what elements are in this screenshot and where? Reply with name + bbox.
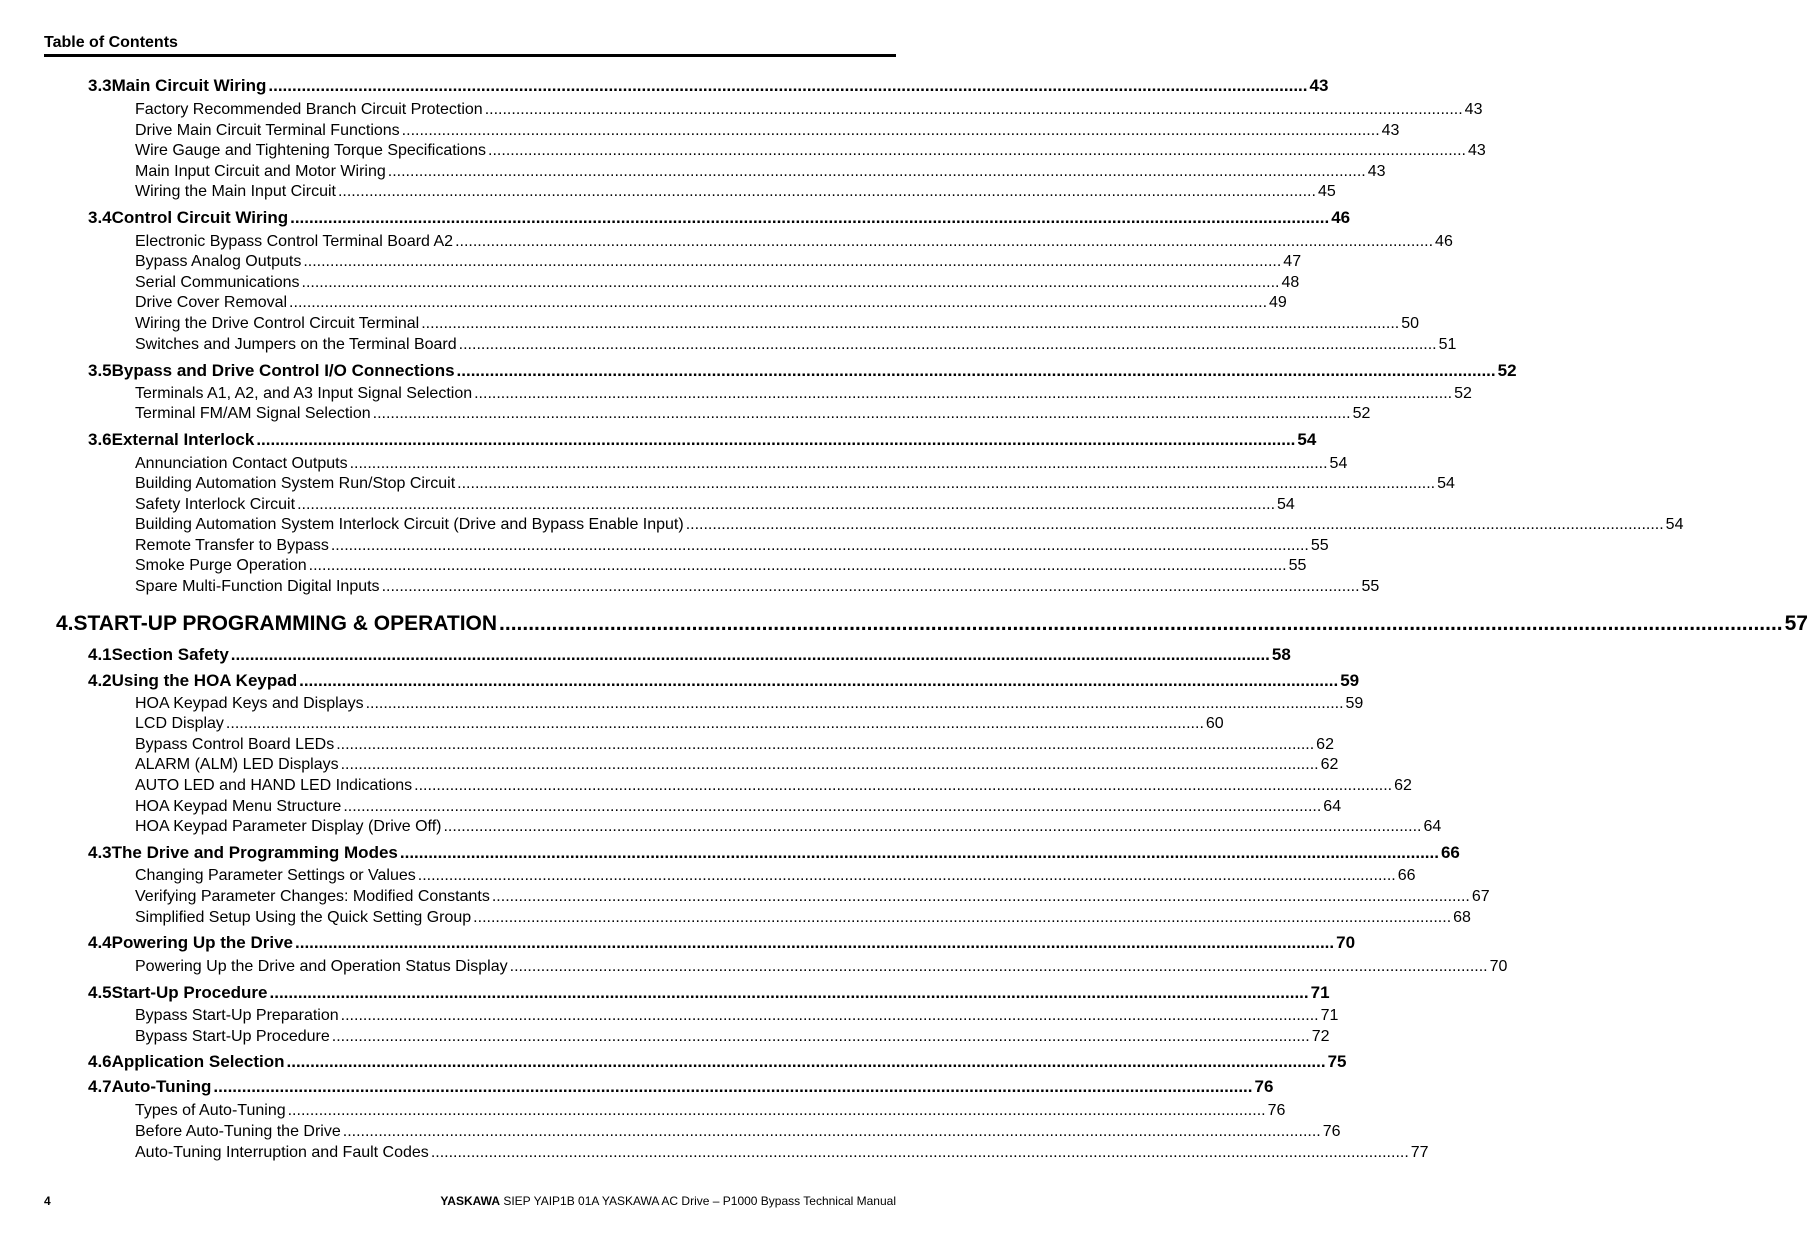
footer-doc: SIEP YAIP1B 01A YASKAWA AC Drive – P1000 Bypass Technical Manual [503, 1194, 896, 1208]
dot-leader: ............................................................................................................................................................................................................................ [443, 818, 1422, 835]
toc-entry[interactable] [135, 163, 1386, 181]
toc-page-number: 52 [1454, 385, 1472, 402]
dot-leader: ............................................................................................................................................................................................................................ [473, 909, 1452, 926]
toc-entry[interactable] [135, 294, 1287, 312]
toc-label: HOA Keypad Keys and Displays [135, 695, 364, 712]
toc-entry[interactable] [135, 818, 1442, 836]
toc-section[interactable] [88, 76, 1329, 96]
header-rule [44, 54, 896, 57]
dot-leader: ............................................................................................................................................................................................................................ [414, 777, 1393, 794]
dot-leader: ............................................................................................................................................................................................................................ [290, 208, 1330, 227]
toc-label: Powering Up the Drive [111, 933, 294, 952]
dot-leader: ............................................................................................................................................................................................................................ [269, 983, 1309, 1002]
dot-leader: ............................................................................................................................................................................................................................ [381, 578, 1360, 595]
dot-leader: ............................................................................................................................................................................................................................ [342, 1123, 1321, 1140]
dot-leader: ............................................................................................................................................................................................................................ [488, 142, 1466, 159]
toc-label: Start-Up Procedure [111, 983, 268, 1002]
toc-section[interactable] [88, 208, 1351, 228]
toc-entry[interactable] [135, 336, 1457, 354]
toc-entry[interactable] [135, 1144, 1429, 1162]
toc-entry[interactable] [135, 233, 1453, 251]
toc-number: 4.5 [88, 983, 112, 1002]
toc-page-number: 51 [1438, 336, 1457, 353]
toc-entry[interactable] [135, 455, 1348, 473]
toc-section[interactable] [88, 1052, 1347, 1072]
toc-number: 4. [56, 612, 74, 635]
toc-entry[interactable] [135, 867, 1416, 885]
toc-label: Terminals A1, A2, and A3 Input Signal Selection [135, 385, 473, 402]
toc-entry[interactable] [135, 1123, 1341, 1141]
toc-page-number: 76 [1322, 1123, 1341, 1140]
dot-leader: ............................................................................................................................................................................................................................ [336, 736, 1315, 753]
toc-page-number: 57 [1784, 612, 1808, 635]
toc-page-number: 43 [1381, 122, 1400, 139]
toc-label: Application Selection [111, 1052, 285, 1071]
toc-label: Safety Interlock Circuit [135, 496, 296, 513]
toc-page-number: 64 [1423, 818, 1442, 835]
toc-page-number: 54 [1277, 496, 1295, 513]
toc-page-number: 48 [1281, 274, 1300, 291]
toc-entry[interactable] [135, 777, 1412, 795]
toc-page-number: 66 [1397, 867, 1416, 884]
dot-leader: ............................................................................................................................................................................................................................ [484, 101, 1463, 118]
toc-label: Drive Main Circuit Terminal Functions [135, 122, 400, 139]
toc-page-number: 66 [1440, 843, 1460, 862]
toc-section[interactable] [88, 983, 1330, 1003]
toc-page-number: 45 [1317, 183, 1336, 200]
toc-label: HOA Keypad Menu Structure [135, 798, 342, 815]
toc-entry[interactable] [135, 101, 1483, 119]
toc-page-number: 55 [1310, 537, 1329, 554]
toc-page-number: 52 [1497, 361, 1517, 380]
toc-page-number: 52 [1352, 405, 1371, 422]
dot-leader: ............................................................................................................................................................................................................................ [343, 798, 1322, 815]
toc-page-number: 43 [1309, 76, 1329, 95]
dot-leader: ............................................................................................................................................................................................................................ [256, 430, 1296, 449]
dot-leader: ............................................................................................................................................................................................................................ [456, 361, 1496, 380]
toc-page-number: 71 [1320, 1007, 1339, 1024]
dot-leader: ............................................................................................................................................................................................................................ [213, 1077, 1253, 1096]
toc-label: Bypass Start-Up Procedure [135, 1028, 330, 1045]
dot-leader: ............................................................................................................................................................................................................................ [331, 1028, 1310, 1045]
toc-entry[interactable] [135, 958, 1508, 976]
toc-page-number: 47 [1283, 253, 1302, 270]
toc-entry[interactable] [135, 888, 1490, 906]
toc-number: 3.4 [88, 208, 112, 227]
toc-page-number: 46 [1435, 233, 1453, 250]
toc-entry[interactable] [135, 496, 1295, 514]
toc-page-number: 62 [1320, 756, 1339, 773]
toc-entry[interactable] [135, 1028, 1330, 1046]
toc-section[interactable] [88, 933, 1356, 953]
toc-number: 3.5 [88, 361, 112, 380]
toc-page-number: 76 [1267, 1102, 1286, 1119]
toc-page-number: 59 [1340, 671, 1360, 690]
dot-leader: ............................................................................................................................................................................................................................ [457, 475, 1436, 492]
dot-leader: ............................................................................................................................................................................................................................ [340, 1007, 1319, 1024]
dot-leader: ............................................................................................................................................................................................................................ [509, 958, 1488, 975]
toc-label: The Drive and Programming Modes [111, 843, 398, 862]
toc-label: Verifying Parameter Changes: Modified Constants [135, 888, 490, 905]
toc-number: 4.6 [88, 1052, 112, 1071]
dot-leader: ............................................................................................................................................................................................................................ [499, 612, 1783, 635]
toc-label: Smoke Purge Operation [135, 557, 307, 574]
toc-section[interactable] [88, 430, 1317, 450]
toc-page-number: 67 [1471, 888, 1490, 905]
dot-leader: ............................................................................................................................................................................................................................ [225, 715, 1204, 732]
toc-label: Wiring the Drive Control Circuit Terminal [135, 315, 420, 332]
toc-page-number: 75 [1327, 1052, 1347, 1071]
toc-page-number: 46 [1331, 208, 1351, 227]
toc-label: Spare Multi-Function Digital Inputs [135, 578, 380, 595]
toc-page-number: 70 [1489, 958, 1508, 975]
toc-number: 4.4 [88, 933, 112, 952]
toc-entry[interactable] [135, 557, 1307, 575]
toc-page-number: 68 [1453, 909, 1471, 926]
toc-page-number: 58 [1271, 645, 1291, 664]
toc-page-number: 62 [1394, 777, 1412, 794]
toc-label: Serial Communications [135, 274, 300, 291]
toc-label: HOA Keypad Parameter Display (Drive Off) [135, 818, 442, 835]
toc-page-number: 54 [1665, 516, 1684, 533]
dot-leader: ............................................................................................................................................................................................................................ [268, 76, 1308, 95]
toc-number: 3.6 [88, 430, 112, 449]
toc-label: START-UP PROGRAMMING & OPERATION [73, 612, 498, 635]
toc-label: Bypass Start-Up Preparation [135, 1007, 339, 1024]
footer-brand: YASKAWA [440, 1194, 500, 1208]
dot-leader: ............................................................................................................................................................................................................................ [295, 933, 1335, 952]
toc-label: Building Automation System Run/Stop Circuit [135, 475, 456, 492]
toc-number: 4.1 [88, 645, 112, 664]
toc-entry[interactable] [135, 756, 1339, 774]
toc-entry[interactable] [135, 578, 1380, 596]
toc-label: External Interlock [111, 430, 255, 449]
dot-leader: ............................................................................................................................................................................................................................ [372, 405, 1351, 422]
toc-entry[interactable] [135, 122, 1400, 140]
toc-label: Changing Parameter Settings or Values [135, 867, 416, 884]
footer-document-title [440, 1194, 896, 1208]
dot-leader: ............................................................................................................................................................................................................................ [430, 1144, 1409, 1161]
dot-leader: ............................................................................................................................................................................................................................ [340, 756, 1319, 773]
toc-label: Auto-Tuning [111, 1077, 212, 1096]
toc-entry[interactable] [135, 715, 1224, 733]
toc-label: Control Circuit Wiring [111, 208, 289, 227]
toc-section[interactable] [88, 671, 1360, 691]
toc-page-number: 50 [1401, 315, 1419, 332]
toc-label: Powering Up the Drive and Operation Status Display [135, 958, 508, 975]
dot-leader: ............................................................................................................................................................................................................................ [289, 294, 1268, 311]
dot-leader: ............................................................................................................................................................................................................................ [330, 537, 1309, 554]
toc-label: Bypass Analog Outputs [135, 253, 302, 270]
toc-entry[interactable] [135, 1102, 1286, 1120]
toc-section[interactable] [88, 645, 1291, 665]
toc-page-number: 77 [1410, 1144, 1429, 1161]
dot-leader: ............................................................................................................................................................................................................................ [387, 163, 1366, 180]
dot-leader: ............................................................................................................................................................................................................................ [685, 516, 1664, 533]
toc-label: Main Input Circuit and Motor Wiring [135, 163, 386, 180]
toc-label: LCD Display [135, 715, 224, 732]
toc-page-number: 70 [1336, 933, 1356, 952]
toc-entry[interactable] [135, 253, 1302, 271]
dot-leader: ............................................................................................................................................................................................................................ [401, 122, 1380, 139]
toc-number: 3.3 [88, 76, 112, 95]
dot-leader: ............................................................................................................................................................................................................................ [349, 455, 1328, 472]
toc-page-number: 54 [1297, 430, 1317, 449]
toc-page-number: 43 [1464, 101, 1483, 118]
dot-leader: ............................................................................................................................................................................................................................ [458, 336, 1437, 353]
dot-leader: ............................................................................................................................................................................................................................ [417, 867, 1396, 884]
toc-label: Remote Transfer to Bypass [135, 537, 329, 554]
toc-entry[interactable] [135, 736, 1334, 754]
dot-leader: ............................................................................................................................................................................................................................ [455, 233, 1434, 250]
toc-label: Wiring the Main Input Circuit [135, 183, 336, 200]
toc-entry[interactable] [135, 385, 1472, 403]
toc-number: 4.7 [88, 1077, 112, 1096]
toc-label: Simplified Setup Using the Quick Setting Group [135, 909, 472, 926]
toc-page-number: 59 [1345, 695, 1364, 712]
toc-page-number: 43 [1468, 142, 1486, 159]
dot-leader: ............................................................................................................................................................................................................................ [365, 695, 1344, 712]
toc-section[interactable] [88, 361, 1517, 381]
dot-leader: ............................................................................................................................................................................................................................ [491, 888, 1470, 905]
toc-label: ALARM (ALM) LED Displays [135, 756, 339, 773]
toc-label: Bypass and Drive Control I/O Connections [111, 361, 455, 380]
toc-entry[interactable] [135, 142, 1486, 160]
toc-page-number: 54 [1437, 475, 1455, 492]
page-header-title: Table of Contents [44, 34, 178, 51]
toc-section[interactable] [88, 843, 1460, 863]
toc-page-number: 43 [1367, 163, 1386, 180]
toc-label: Electronic Bypass Control Terminal Board A2 [135, 233, 454, 250]
toc-page-number: 54 [1329, 455, 1348, 472]
toc-page-number: 55 [1288, 557, 1307, 574]
toc-entry[interactable] [135, 516, 1684, 534]
toc-page-number: 71 [1310, 983, 1330, 1002]
toc-number: 4.2 [88, 671, 112, 690]
dot-leader: ............................................................................................................................................................................................................................ [474, 385, 1453, 402]
toc-label: Auto-Tuning Interruption and Fault Codes [135, 1144, 429, 1161]
toc-label: Wire Gauge and Tightening Torque Specifications [135, 142, 487, 159]
toc-page-number: 76 [1254, 1077, 1274, 1096]
page-number: 4 [44, 1194, 51, 1208]
toc-entry[interactable] [135, 695, 1364, 713]
dot-leader: ............................................................................................................................................................................................................................ [287, 1102, 1266, 1119]
toc-page-number: 60 [1205, 715, 1224, 732]
dot-leader: ............................................................................................................................................................................................................................ [421, 315, 1400, 332]
toc-label: Terminal FM/AM Signal Selection [135, 405, 371, 422]
dot-leader: ............................................................................................................................................................................................................................ [399, 843, 1439, 862]
toc-entry[interactable] [135, 909, 1471, 927]
toc-page-number: 62 [1316, 736, 1334, 753]
dot-leader: ............................................................................................................................................................................................................................ [299, 671, 1339, 690]
toc-page-number: 72 [1311, 1028, 1330, 1045]
toc-chapter[interactable] [56, 612, 1808, 636]
dot-leader: ............................................................................................................................................................................................................................ [297, 496, 1276, 513]
toc-entry[interactable] [135, 274, 1300, 292]
toc-label: Annunciation Contact Outputs [135, 455, 348, 472]
toc-entry[interactable] [135, 405, 1371, 423]
toc-entry[interactable] [135, 315, 1419, 333]
toc-label: Types of Auto-Tuning [135, 1102, 286, 1119]
toc-label: Bypass Control Board LEDs [135, 736, 335, 753]
toc-entry[interactable] [135, 1007, 1339, 1025]
dot-leader: ............................................................................................................................................................................................................................ [308, 557, 1287, 574]
toc-label: Switches and Jumpers on the Terminal Board [135, 336, 457, 353]
toc-page-number: 64 [1323, 798, 1342, 815]
toc-label: AUTO LED and HAND LED Indications [135, 777, 413, 794]
toc-entry[interactable] [135, 798, 1342, 816]
dot-leader: ............................................................................................................................................................................................................................ [286, 1052, 1326, 1071]
dot-leader: ............................................................................................................................................................................................................................ [337, 183, 1316, 200]
dot-leader: ............................................................................................................................................................................................................................ [230, 645, 1270, 664]
toc-entry[interactable] [135, 475, 1455, 493]
dot-leader: ............................................................................................................................................................................................................................ [301, 274, 1280, 291]
dot-leader: ............................................................................................................................................................................................................................ [303, 253, 1282, 270]
toc-page-number: 49 [1269, 294, 1287, 311]
toc-label: Main Circuit Wiring [111, 76, 267, 95]
toc-label: Drive Cover Removal [135, 294, 288, 311]
toc-label: Section Safety [111, 645, 229, 664]
toc-entry[interactable] [135, 537, 1329, 555]
toc-section[interactable] [88, 1077, 1274, 1097]
toc-label: Before Auto-Tuning the Drive [135, 1123, 341, 1140]
toc-label: Building Automation System Interlock Circuit (Drive and Bypass Enable Input) [135, 516, 684, 533]
toc-entry[interactable] [135, 183, 1336, 201]
toc-page-number: 55 [1361, 578, 1380, 595]
toc-number: 4.3 [88, 843, 112, 862]
toc-label: Using the HOA Keypad [111, 671, 298, 690]
toc-label: Factory Recommended Branch Circuit Protection [135, 101, 483, 118]
